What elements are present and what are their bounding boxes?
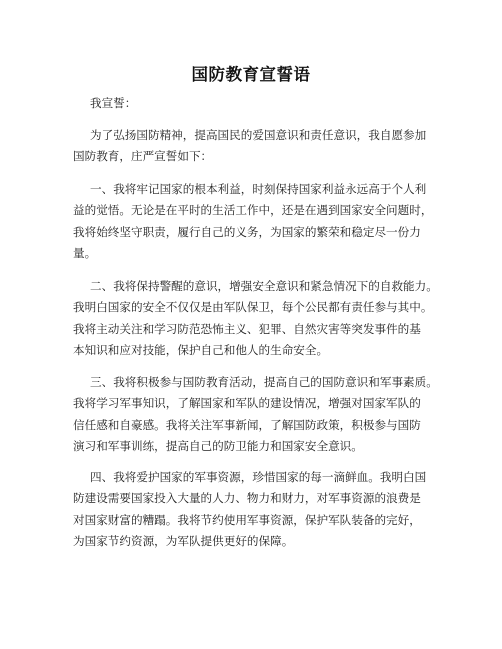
text-line: 二、我将保持警醒的意识，增强安全意识和紧急情况下的自救能力。 [90,279,438,293]
text-line: 我明白国家的安全不仅仅是由军队保卫，每个公民都有责任参与其中。 [73,300,433,315]
text-line: 我将始终坚守职责，履行自己的义务，为国家的繁荣和稳定尽一份力 [73,224,421,239]
paragraph-point-3 [73,372,443,457]
text-line: 我将学习军事知识，了解国家和军队的建设情况，增强对国家军队的 [73,396,421,411]
text-line: 我将主动关注和学习防范恐怖主义、犯罪、自然灾害等突发事件的基 [73,321,421,336]
text-line: 我宣誓： [90,96,137,110]
text-line: 防建设需要国家投入大量的人力、物力和财力，对军事资源的浪费是 [73,491,421,506]
text-line: 三、我将积极参与国防教育活动，提高自己的国防意识和军事素质。 [90,375,438,389]
document-title: 国防教育宣誓语 [191,65,311,84]
text-line: 为国家节约资源，为军队提供更好的保障。 [73,533,294,548]
text-line: 一、我将牢记国家的根本利益，时刻保持国家利益永远高于个人利 [90,182,427,196]
paragraph-point-2 [73,276,443,361]
paragraph-intro [73,125,443,168]
paragraph-oath-opening [73,93,443,114]
paragraph-point-1 [73,179,443,264]
text-line: 信任感和自豪感。我将关注军事新闻，了解国防政策，积极参与国防 [73,417,421,432]
text-line: 演习和军事训练，提高自己的防卫能力和国家安全意识。 [73,438,363,453]
text-line: 国防教育，庄严宣誓如下： [73,149,213,164]
text-line: 量。 [73,245,97,260]
text-line: 对国家财富的糟蹋。我将节约使用军事资源，保护军队装备的完好， [73,512,421,527]
text-line: 为了弘扬国防精神，提高国民的爱国意识和责任意识，我自愿参加 [90,128,427,142]
text-line: 四、我将爱护国家的军事资源，珍惜国家的每一滴鲜血。我明白国 [90,470,427,484]
paragraph-point-4 [73,467,443,552]
text-line: 益的觉悟。无论是在平时的生活工作中，还是在遇到国家安全问题时， [73,203,433,218]
text-line: 本知识和应对技能，保护自己和他人的生命安全。 [73,342,329,357]
